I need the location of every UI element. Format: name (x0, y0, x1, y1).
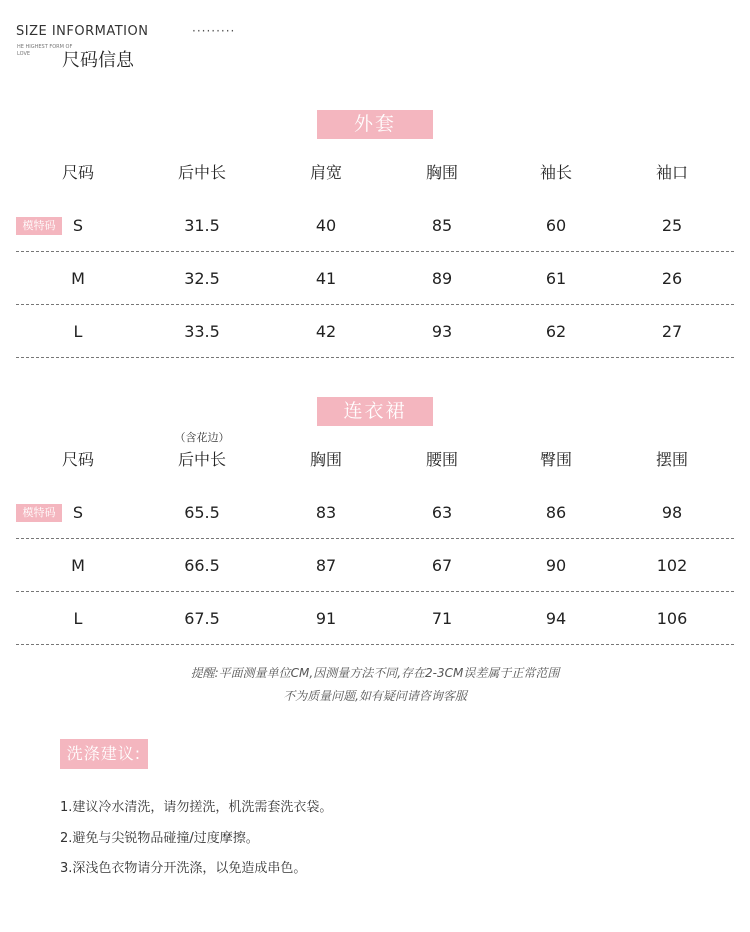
column-subnote: （含花边） (174, 431, 230, 444)
table-cell: 106 (656, 609, 688, 628)
table-cell: 98 (661, 503, 683, 522)
measurement-note-line-2: 不为质量问题,如有疑问请咨询客服 (283, 689, 467, 703)
table-cell: 85 (431, 216, 453, 235)
table-cell: S (72, 216, 84, 235)
column-header: 袖长 (539, 163, 572, 182)
table-cell: 61 (545, 269, 567, 288)
table-cell: 65.5 (184, 503, 220, 522)
table-cell: 86 (545, 503, 567, 522)
header-dots: ········· (192, 24, 236, 38)
model-size-badge: 模特码 (16, 217, 62, 235)
table-cell: L (73, 322, 83, 341)
washing-instruction-item: 2.避免与尖锐物品碰撞/过度摩擦。 (60, 831, 259, 846)
dress-size-table (16, 433, 734, 645)
table-header-row (16, 146, 734, 199)
table-cell: 42 (315, 322, 337, 341)
table-cell: 32.5 (184, 269, 220, 288)
table-cell: 102 (656, 556, 688, 575)
table-cell: 67.5 (184, 609, 220, 628)
table-row (16, 305, 734, 358)
column-header: 胸围 (425, 163, 458, 182)
table-cell: 25 (661, 216, 683, 235)
table-cell: 33.5 (184, 322, 220, 341)
table-cell: 40 (315, 216, 337, 235)
measurement-note-line-1: 提醒:平面测量单位CM,因测量方法不同,存在2-3CM误差属于正常范围 (190, 666, 560, 680)
column-header: 尺码 (61, 450, 94, 469)
column-header: 袖口 (655, 163, 688, 182)
table-row (16, 592, 734, 645)
column-header: 摆围 (655, 450, 688, 469)
table-cell: 87 (315, 556, 337, 575)
table-cell: 63 (431, 503, 453, 522)
table-header-row (16, 433, 734, 486)
column-header: 腰围 (425, 450, 458, 469)
table-row (16, 199, 734, 252)
table-cell: 89 (431, 269, 453, 288)
header-tagline: HE HIGHEST FORM OF LOVE (17, 44, 73, 57)
washing-instruction-item: 3.深浅色衣物请分开洗涤，以免造成串色。 (60, 861, 307, 876)
column-header: 肩宽 (309, 163, 342, 182)
table-cell: 90 (545, 556, 567, 575)
column-header: 后中长 (177, 450, 226, 469)
table-cell: 67 (431, 556, 453, 575)
table-cell: 83 (315, 503, 337, 522)
table-cell: 60 (545, 216, 567, 235)
table-cell: 27 (661, 322, 683, 341)
table-cell: 62 (545, 322, 567, 341)
dress-section-title: 连衣裙 (317, 397, 433, 426)
washing-instruction-item: 1.建议冷水清洗，请勿搓洗，机洗需套洗衣袋。 (60, 800, 333, 815)
table-cell: 41 (315, 269, 337, 288)
table-row (16, 252, 734, 305)
table-cell: 66.5 (184, 556, 220, 575)
column-header: 尺码 (61, 163, 94, 182)
table-cell: 31.5 (184, 216, 220, 235)
table-row (16, 539, 734, 592)
table-cell: S (72, 503, 84, 522)
table-cell: L (73, 609, 83, 628)
jacket-size-table (16, 146, 734, 358)
jacket-section-title: 外套 (317, 110, 433, 139)
washing-section-title: 洗涤建议: (60, 739, 148, 769)
model-size-badge: 模特码 (16, 504, 62, 522)
table-cell: M (71, 556, 85, 575)
table-cell: 93 (431, 322, 453, 341)
table-cell: 26 (661, 269, 683, 288)
table-cell: 91 (315, 609, 337, 628)
table-cell: 71 (431, 609, 453, 628)
column-header: 臀围 (539, 450, 572, 469)
header-title-en: SIZE INFORMATION (16, 24, 149, 39)
column-header: 胸围 (309, 450, 342, 469)
table-cell: 94 (545, 609, 567, 628)
table-row (16, 486, 734, 539)
column-header: 后中长 (177, 163, 226, 182)
header-title-cn: 尺码信息 (62, 50, 134, 71)
table-cell: M (71, 269, 85, 288)
